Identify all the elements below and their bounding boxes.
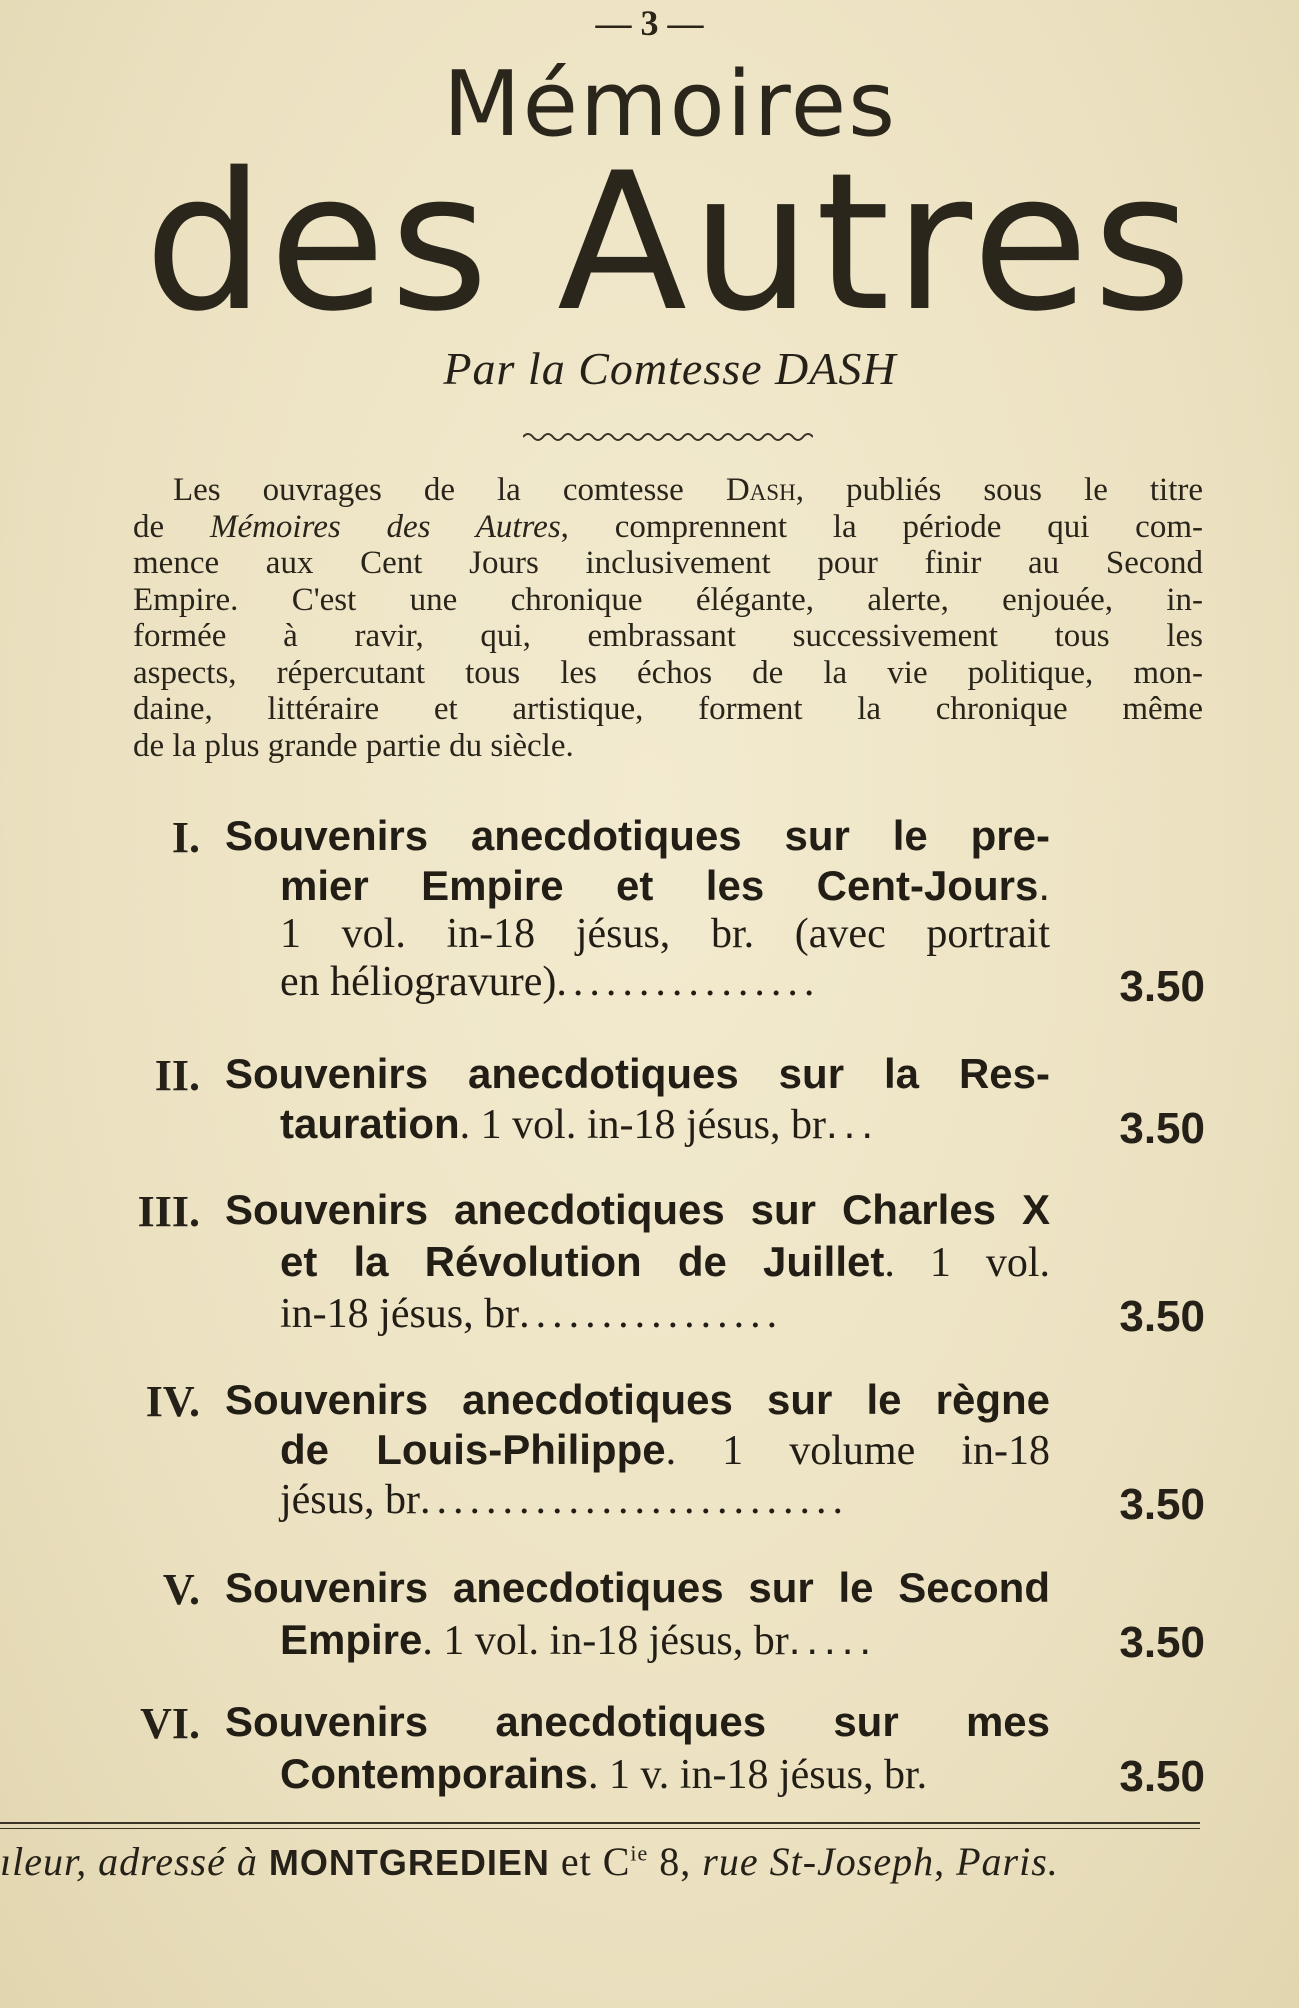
leader-dots: ................ <box>556 959 821 1005</box>
series-title-italic: Mémoires des Autres <box>209 508 561 545</box>
volume-title-line: Souvenirs anecdotiques sur le Second <box>225 1564 1050 1611</box>
volume-title-line <box>280 1426 1050 1475</box>
publisher-city: Paris. <box>956 1839 1059 1884</box>
footer-text: , <box>934 1839 957 1884</box>
intro-text: , publiés sous le titre <box>795 472 1204 508</box>
intro-line: formée à ravir, qui, embrassant successivement tous les <box>133 618 1203 654</box>
footer-text: et C <box>549 1839 631 1884</box>
volume-numeral: I. <box>171 813 200 862</box>
footer-rule <box>0 1822 1200 1824</box>
intro-paragraph <box>133 472 1203 764</box>
volume-title-bold: mier Empire et les Cent-Jours <box>280 862 1039 909</box>
volume-numeral: II. <box>154 1051 200 1100</box>
volume-details <box>280 1476 1050 1524</box>
volume-title-line <box>280 1100 1050 1149</box>
leader-dots: ..... <box>788 1616 878 1663</box>
volume-price: 3.50 <box>1119 1292 1205 1341</box>
volume-numeral: IV. <box>145 1377 200 1426</box>
volume-title-line: Souvenirs anecdotiques sur la Res- <box>225 1050 1050 1097</box>
volume-title-bold: tauration <box>280 1100 460 1147</box>
footer-rule <box>0 1828 1200 1829</box>
intro-line: aspects, répercutant tous les échos de la vie politique, mon- <box>133 654 1203 691</box>
leader-dots: .......................... <box>420 1477 849 1523</box>
footer-text: ıleur, adressé à <box>0 1839 258 1884</box>
title-line-2: des Autres <box>144 132 1196 353</box>
volume-title-line: Souvenirs anecdotiques sur mes <box>225 1698 1050 1745</box>
leader-dots: ................ <box>519 1291 784 1337</box>
volume-title-line <box>280 1616 1050 1665</box>
wavy-ornament <box>523 430 813 444</box>
volume-price: 3.50 <box>1119 1752 1205 1801</box>
intro-text: de <box>133 508 165 545</box>
volume-price: 3.50 <box>1119 1104 1205 1153</box>
footer-superscript: ie <box>630 1840 649 1866</box>
intro-line <box>133 472 1203 509</box>
intro-line: de la plus grande partie du siècle. <box>133 727 574 764</box>
volume-details: 1 vol. in-18 jésus, br. (avec portrait <box>280 911 1050 957</box>
volume-title-rest: . 1 vol. <box>884 1240 1050 1286</box>
volume-details <box>280 958 1050 1006</box>
volume-title-line <box>280 862 1050 910</box>
volume-title-bold: Contemporains <box>280 1750 589 1797</box>
volume-title-rest: . 1 v. in-18 jésus, br. <box>588 1752 928 1798</box>
page-number: — 3 — <box>595 3 704 43</box>
intro-text: Les ouvrages de la comtesse <box>173 472 684 508</box>
intro-line: daine, littéraire et artistique, forment la chronique même <box>133 691 1203 727</box>
volume-details-text: jésus, br <box>280 1477 420 1523</box>
author-name-smallcaps: Dash <box>725 472 796 508</box>
volume-price: 3.50 <box>1119 1480 1205 1529</box>
volume-price: 3.50 <box>1119 962 1205 1011</box>
intro-line <box>133 509 1203 546</box>
volume-title-bold: et la Révolution de Juillet <box>280 1238 885 1285</box>
volume-title-rest: . <box>1038 862 1050 909</box>
volume-title-line: Souvenirs anecdotiques sur Charles X <box>225 1186 1050 1233</box>
author-line: Par la Comtesse DASH <box>443 343 897 394</box>
intro-line: Empire. C'est une chronique élégante, alerte, enjouée, in- <box>133 581 1203 618</box>
publisher-footer <box>0 1838 1215 1885</box>
volume-details-text: en héliogravure) <box>280 959 557 1005</box>
footer-text: 8, <box>648 1839 703 1884</box>
intro-line: mence aux Cent Jours inclusivement pour finir au Second <box>133 545 1203 581</box>
volume-title-bold: Empire <box>280 1616 423 1663</box>
volume-numeral: III. <box>137 1187 200 1236</box>
volume-title-bold: de Louis-Philippe <box>280 1426 666 1473</box>
volume-title-line: Souvenirs anecdotiques sur le règne <box>225 1376 1050 1423</box>
volume-details <box>280 1290 1050 1338</box>
publisher-address: rue St-Joseph <box>702 1839 935 1884</box>
volume-numeral: V. <box>162 1565 200 1614</box>
volume-title-rest: . 1 vol. in-18 jésus, br <box>422 1618 789 1664</box>
publisher-name: MONTGREDIEN <box>268 1842 550 1883</box>
leader-dots: ... <box>825 1100 879 1147</box>
volume-title-line: Souvenirs anecdotiques sur le pre- <box>225 812 1050 859</box>
volume-title-rest: . 1 vol. in-18 jésus, br <box>459 1102 826 1148</box>
volume-title-line <box>280 1750 1050 1799</box>
volume-title-line <box>280 1238 1050 1287</box>
volume-title-rest: . 1 volume in-18 <box>665 1428 1050 1474</box>
title-line-1: Mémoires <box>442 52 898 157</box>
volume-price: 3.50 <box>1119 1618 1205 1667</box>
volume-details-text: in-18 jésus, br <box>280 1291 520 1337</box>
volume-numeral: VI. <box>140 1699 200 1748</box>
intro-text: , comprennent la période qui com- <box>560 508 1203 545</box>
